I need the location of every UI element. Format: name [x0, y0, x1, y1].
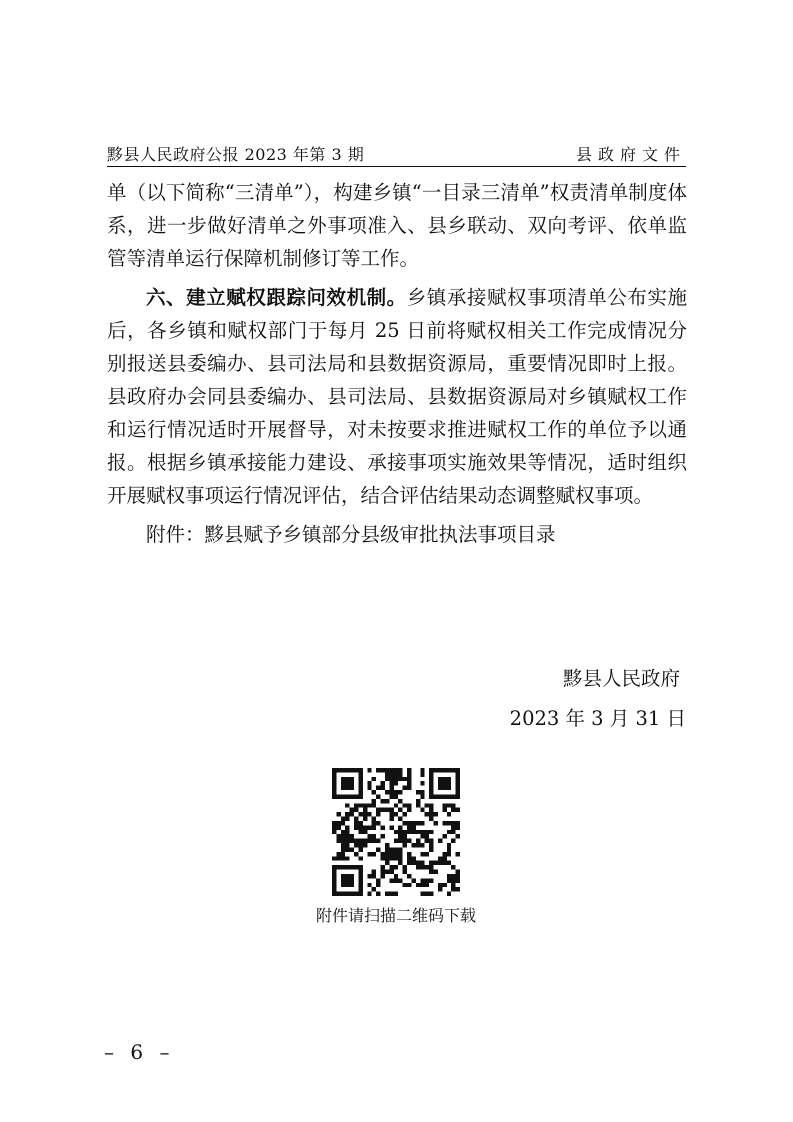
section-text: 乡镇承接赋权事项清单公布实施后，各乡镇和赋权部门于每月 25 日前将赋权相关工作完成情况分别报送县委编办、县司法局和县数据资源局，重要情况即时上报。县政府办会同县委编办、县司法局、县数据资源局对乡镇赋权工作和运行情况适时开展督导，对未按要求推进赋权工作的单位予以通报。根据乡镇承接能力建设、承接事项实施效果等情况，适时组织开展赋权事项运行情况评估，结合评估结果动态调整赋权事项。	[107, 286, 687, 507]
document-body	[107, 176, 687, 557]
attachment-line: 附件：黟县赋予乡镇部分县级审批执法事项目录	[146, 523, 556, 546]
issuing-organization: 黟县人民政府	[562, 667, 680, 690]
section-heading: 六、建立赋权跟踪问效机制。	[146, 286, 407, 309]
qr-caption: 附件请扫描二维码下载	[315, 906, 476, 925]
paragraph-continued: 单（以下简称“三清单”），构建乡镇“一目录三清单”权责清单制度体系，进一步做好清单之外事项准入、县乡联动、双向考评、依单监管等清单运行保障机制修订等工作。	[107, 181, 687, 270]
gazette-issue-title: 黟县人民政府公报 2023 年第 3 期	[107, 145, 365, 164]
paragraph-section-six	[107, 281, 687, 512]
qr-code-icon[interactable]	[332, 768, 460, 896]
section-label: 县政府文件	[575, 145, 686, 164]
page-number: – 6 –	[104, 1040, 175, 1064]
issue-date: 2023 年 3 月 31 日	[509, 707, 686, 730]
page-header	[107, 138, 686, 167]
